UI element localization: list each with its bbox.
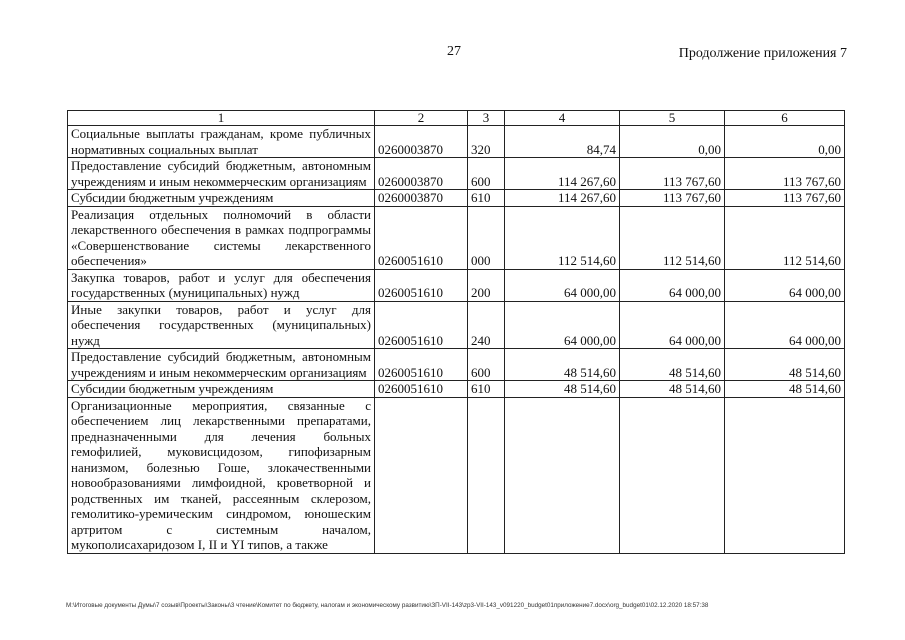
amount-col-5: 0,00 [620,126,725,158]
target-article-code: 0260051610 [375,381,468,398]
amount-col-5 [620,397,725,553]
row-description: Субсидии бюджетным учреждениям [68,381,375,398]
table-row [68,349,845,381]
row-description: Предоставление субсидий бюджетным, автономным учреждениям и иным некоммерческим организациям [68,158,375,190]
table-row [68,126,845,158]
amount-col-4: 64 000,00 [505,269,620,301]
amount-col-4 [505,397,620,553]
amount-col-6: 0,00 [725,126,845,158]
amount-col-6: 48 514,60 [725,349,845,381]
column-header: 2 [375,111,468,126]
expense-type-code: 610 [468,381,505,398]
expense-type-code: 200 [468,269,505,301]
row-description: Социальные выплаты гражданам, кроме публичных нормативных социальных выплат [68,126,375,158]
target-article-code: 0260051610 [375,206,468,269]
table-row [68,190,845,207]
amount-col-6: 113 767,60 [725,190,845,207]
table-row [68,381,845,398]
expense-type-code: 610 [468,190,505,207]
expense-type-code [468,397,505,553]
amount-col-5: 64 000,00 [620,269,725,301]
amount-col-5: 48 514,60 [620,349,725,381]
target-article-code: 0260051610 [375,269,468,301]
column-header: 4 [505,111,620,126]
column-header: 3 [468,111,505,126]
row-description: Субсидии бюджетным учреждениям [68,190,375,207]
table-row [68,269,845,301]
amount-col-4: 64 000,00 [505,301,620,349]
row-description: Закупка товаров, работ и услуг для обеспечения государственных (муниципальных) нужд [68,269,375,301]
amount-col-4: 84,74 [505,126,620,158]
budget-table [67,110,845,554]
amount-col-4: 112 514,60 [505,206,620,269]
target-article-code [375,397,468,553]
target-article-code: 0260051610 [375,349,468,381]
column-header: 1 [68,111,375,126]
amount-col-4: 48 514,60 [505,381,620,398]
row-description: Организационные мероприятия, связанные с обеспечением лиц лекарственными препаратами, предназначенными для лечения больных гемофилией, муковисцидозом, гипофизарным нанизмом, болезнью Гоше, злокачественными новообразованиями лимфоидной, кроветворной и родственных им тканей, рассеянным склерозом, гемолитико-уремическим синдромом, юношеским артритом с системным началом, мукополисахаридозом I, II и YI типов, а также [68,397,375,553]
amount-col-6: 48 514,60 [725,381,845,398]
amount-col-4: 114 267,60 [505,158,620,190]
target-article-code: 0260003870 [375,126,468,158]
table-row [68,206,845,269]
expense-type-code: 240 [468,301,505,349]
target-article-code: 0260003870 [375,190,468,207]
file-path-footer: M:\Итоговые документы Думы\7 созыв\Проекты\Законы\3 чтение\Комитет по бюджету, налогам и экономическому развитию\ЗП-VII-143\zp3-VII-143_v091220_budget01приложение7.docx\org_budget01\02.12.2020 18:57:38 [66,602,709,609]
amount-col-5: 113 767,60 [620,158,725,190]
amount-col-6: 112 514,60 [725,206,845,269]
amount-col-6 [725,397,845,553]
row-description: Иные закупки товаров, работ и услуг для обеспечения государственных (муниципальных) нужд [68,301,375,349]
column-header: 5 [620,111,725,126]
table-header-row [68,111,845,126]
amount-col-6: 64 000,00 [725,301,845,349]
amount-col-5: 112 514,60 [620,206,725,269]
row-description: Реализация отдельных полномочий в области лекарственного обеспечения в рамках подпрограммы «Совершенствование системы лекарственного обеспечения» [68,206,375,269]
page-number: 27 [447,44,461,59]
expense-type-code: 600 [468,158,505,190]
target-article-code: 0260051610 [375,301,468,349]
table-row [68,301,845,349]
amount-col-6: 113 767,60 [725,158,845,190]
amount-col-5: 113 767,60 [620,190,725,207]
amount-col-4: 114 267,60 [505,190,620,207]
amount-col-4: 48 514,60 [505,349,620,381]
expense-type-code: 600 [468,349,505,381]
row-description: Предоставление субсидий бюджетным, автономным учреждениям и иным некоммерческим организациям [68,349,375,381]
amount-col-6: 64 000,00 [725,269,845,301]
appendix-continuation-label: Продолжение приложения 7 [678,46,847,61]
expense-type-code: 000 [468,206,505,269]
table-row [68,397,845,553]
expense-type-code: 320 [468,126,505,158]
column-header: 6 [725,111,845,126]
target-article-code: 0260003870 [375,158,468,190]
table-row [68,158,845,190]
amount-col-5: 48 514,60 [620,381,725,398]
amount-col-5: 64 000,00 [620,301,725,349]
